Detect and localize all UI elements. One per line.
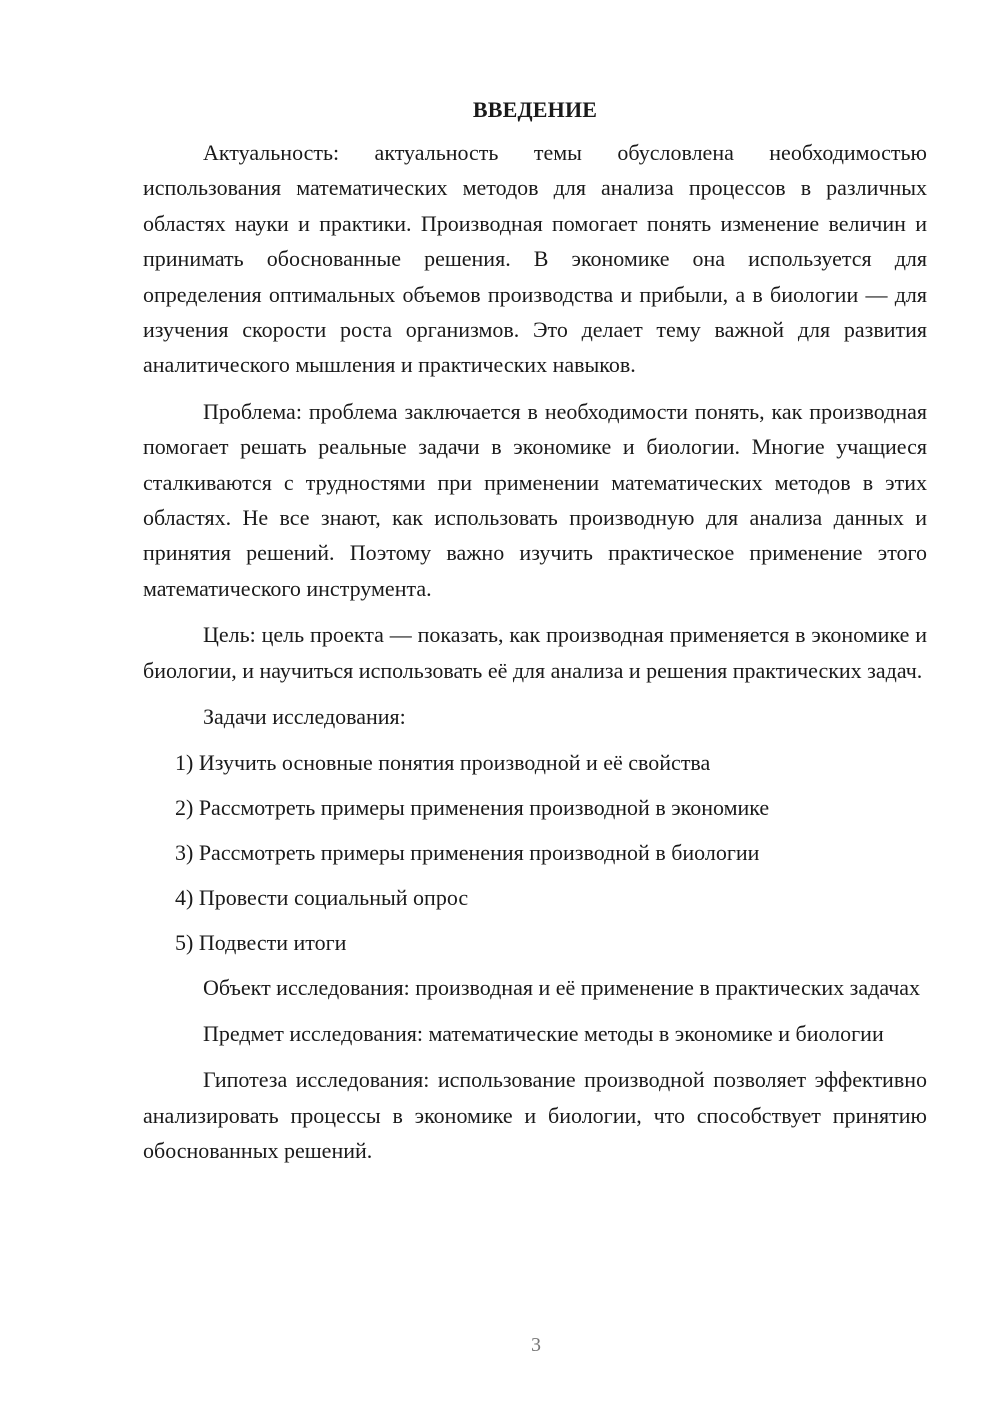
- list-item: 2) Рассмотреть примеры применения производной в экономике: [175, 794, 770, 820]
- object-paragraph: Объект исследования: производная и её применение в практических задачах: [203, 974, 921, 1000]
- relevance-paragraph: Актуальность: актуальность темы обусловлена необходимостью использования математических методов для анализа процессов в различных областях науки и практики. Производная помогает понять изменение величин и принимать обоснованные решения. В экономике она используется для определения оптимальных объемов производства и прибыли, а в биологии — для изучения скорости роста организмов. Это делает тему важной для развития аналитического мышления и практических навыков.: [143, 140, 927, 378]
- list-item: 1) Изучить основные понятия производной и её свойства: [175, 749, 711, 775]
- list-item: 4) Провести социальный опрос: [175, 884, 469, 910]
- tasks-list: [143, 745, 927, 960]
- tasks-heading: Задачи исследования:: [203, 704, 406, 730]
- document-page: [143, 94, 927, 1169]
- subject-paragraph: Предмет исследования: математические методы в экономике и биологии: [203, 1020, 884, 1046]
- problem-paragraph: Проблема: проблема заключается в необходимости понять, как производная помогает решать реальные задачи в экономике и биологии. Многие учащиеся сталкиваются с трудностями при применении математических методов в этих областях. Не все знают, как использовать производную для анализа данных и принятия решений. Поэтому важно изучить практическое применение этого математического инструмента.: [143, 398, 927, 601]
- list-item: 5) Подвести итоги: [175, 929, 347, 955]
- goal-paragraph: Цель: цель проекта — показать, как производная применяется в экономике и биологии, и научиться использовать её для анализа и решения практических задач.: [143, 622, 927, 683]
- section-heading: ВВЕДЕНИЕ: [472, 97, 598, 122]
- page-number: 3: [531, 1334, 541, 1356]
- list-item: 3) Рассмотреть примеры применения производной в биологии: [175, 839, 760, 865]
- hypothesis-paragraph: Гипотеза исследования: использование производной позволяет эффективно анализировать процессы в экономике и биологии, что способствует принятию обоснованных решений.: [143, 1067, 927, 1164]
